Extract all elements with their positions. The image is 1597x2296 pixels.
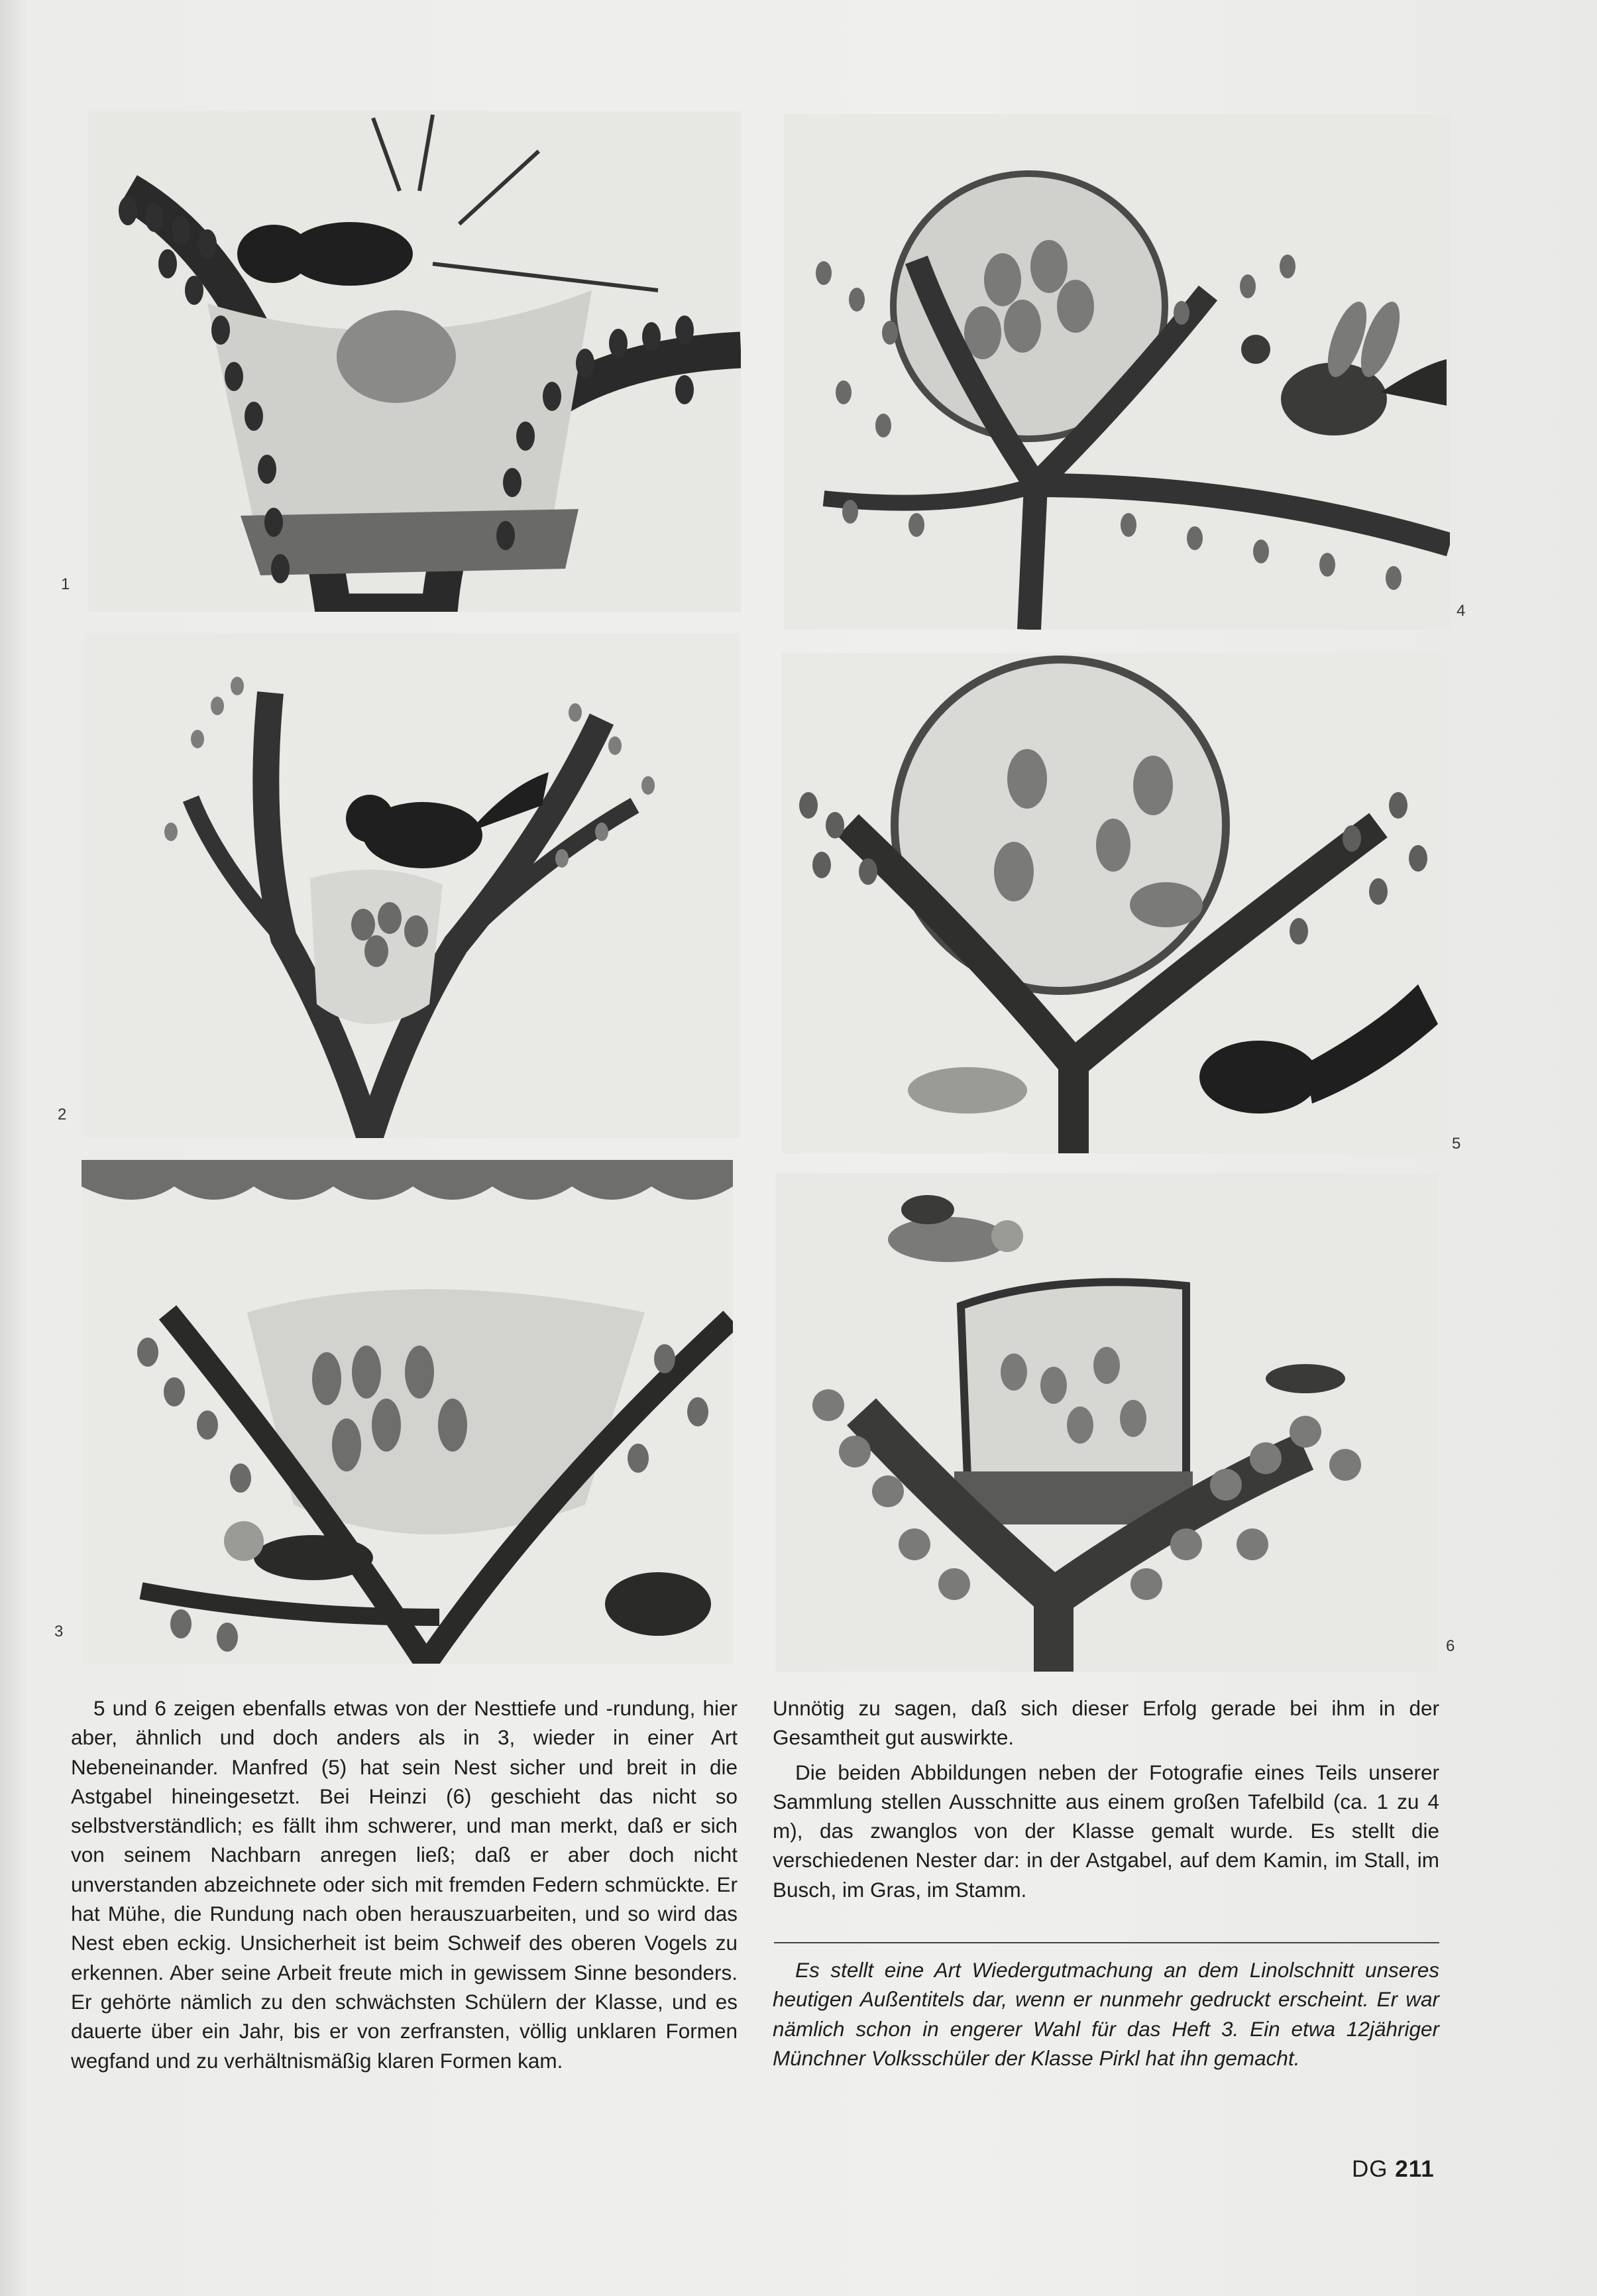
figure-3-painting bbox=[82, 1160, 733, 1664]
figure-5-painting bbox=[782, 653, 1447, 1153]
figure-1-number: 1 bbox=[61, 575, 70, 593]
figure-5-number: 5 bbox=[1452, 1135, 1461, 1153]
note-separator-rule bbox=[774, 1942, 1439, 1943]
editorial-note: Es stellt eine Art Wiedergutmachung an dem Linolschnitt unseres heutigen Außentitels dar, wenn er nunmehr gedruckt erscheint. Er war nämlich schon in engerer Wahl für das Heft 3. Ein etwa 12jähriger Münchner Volksschüler der Klasse Pirkl hat ihn gemacht. bbox=[773, 1958, 1439, 2070]
right-column-text bbox=[773, 1693, 1439, 1904]
left-column-text bbox=[71, 1693, 738, 2075]
page-folio bbox=[1352, 2156, 1435, 2183]
figure-2-number: 2 bbox=[58, 1106, 67, 1123]
figure-6-painting bbox=[775, 1173, 1438, 1672]
figure-2-painting bbox=[85, 633, 740, 1138]
right-paragraph-2: Die beiden Abbildungen neben der Fotografie eines Teils unserer Sammlung stellen Ausschnitte aus einem großen Tafelbild (ca. 1 zu 4 m), das zwanglos von der Klasse gemalt wurde. Es stellt die verschiedenen Nester dar: in der Astgabel, auf dem Kamin, im Stall, im Busch, im Gras, im Stamm. bbox=[773, 1760, 1439, 1902]
figure-4-number: 4 bbox=[1457, 602, 1466, 620]
figure-4-painting bbox=[784, 114, 1450, 630]
folio-prefix: DG bbox=[1352, 2156, 1388, 2182]
folio-page-number: 211 bbox=[1395, 2156, 1435, 2182]
figure-6-number: 6 bbox=[1446, 1637, 1455, 1655]
right-paragraph-1: Unnötig zu sagen, daß sich dieser Erfolg gerade bei ihm in der Gesamtheit gut auswirkte. bbox=[773, 1696, 1439, 1750]
figure-1-painting bbox=[88, 111, 741, 612]
left-paragraph: 5 und 6 zeigen ebenfalls etwas von der Nesttiefe und -rundung, hier aber, ähnlich und doch anders als in 3, wieder in einer Art Nebeneinander. Manfred (5) hat sein Nest sicher und breit in die Astgabel hineingesetzt. Bei Heinzi (6) geschieht das nicht so selbstverständlich; es fällt ihm schwerer, und man merkt, daß er sich von seinem Nachbarn anregen ließ; daß er aber doch nicht unverstanden abzeichnete oder sich mit fremden Federn schmückte. Er hat Mühe, die Rundung nach oben herauszuarbeiten, und so wird das Nest eben eckig. Unsicherheit ist beim Schweif des oberen Vogels zu erkennen. Aber seine Arbeit freute mich in gewissem Sinne besonders. Er gehörte nämlich zu den schwächsten Schülern der Klasse, und es dauerte über ein Jahr, bis er von zerfransten, völlig unklaren Formen wegfand und zu verhältnismäßig klaren Formen kam. bbox=[71, 1696, 738, 2073]
figure-3-number: 3 bbox=[54, 1623, 64, 1640]
